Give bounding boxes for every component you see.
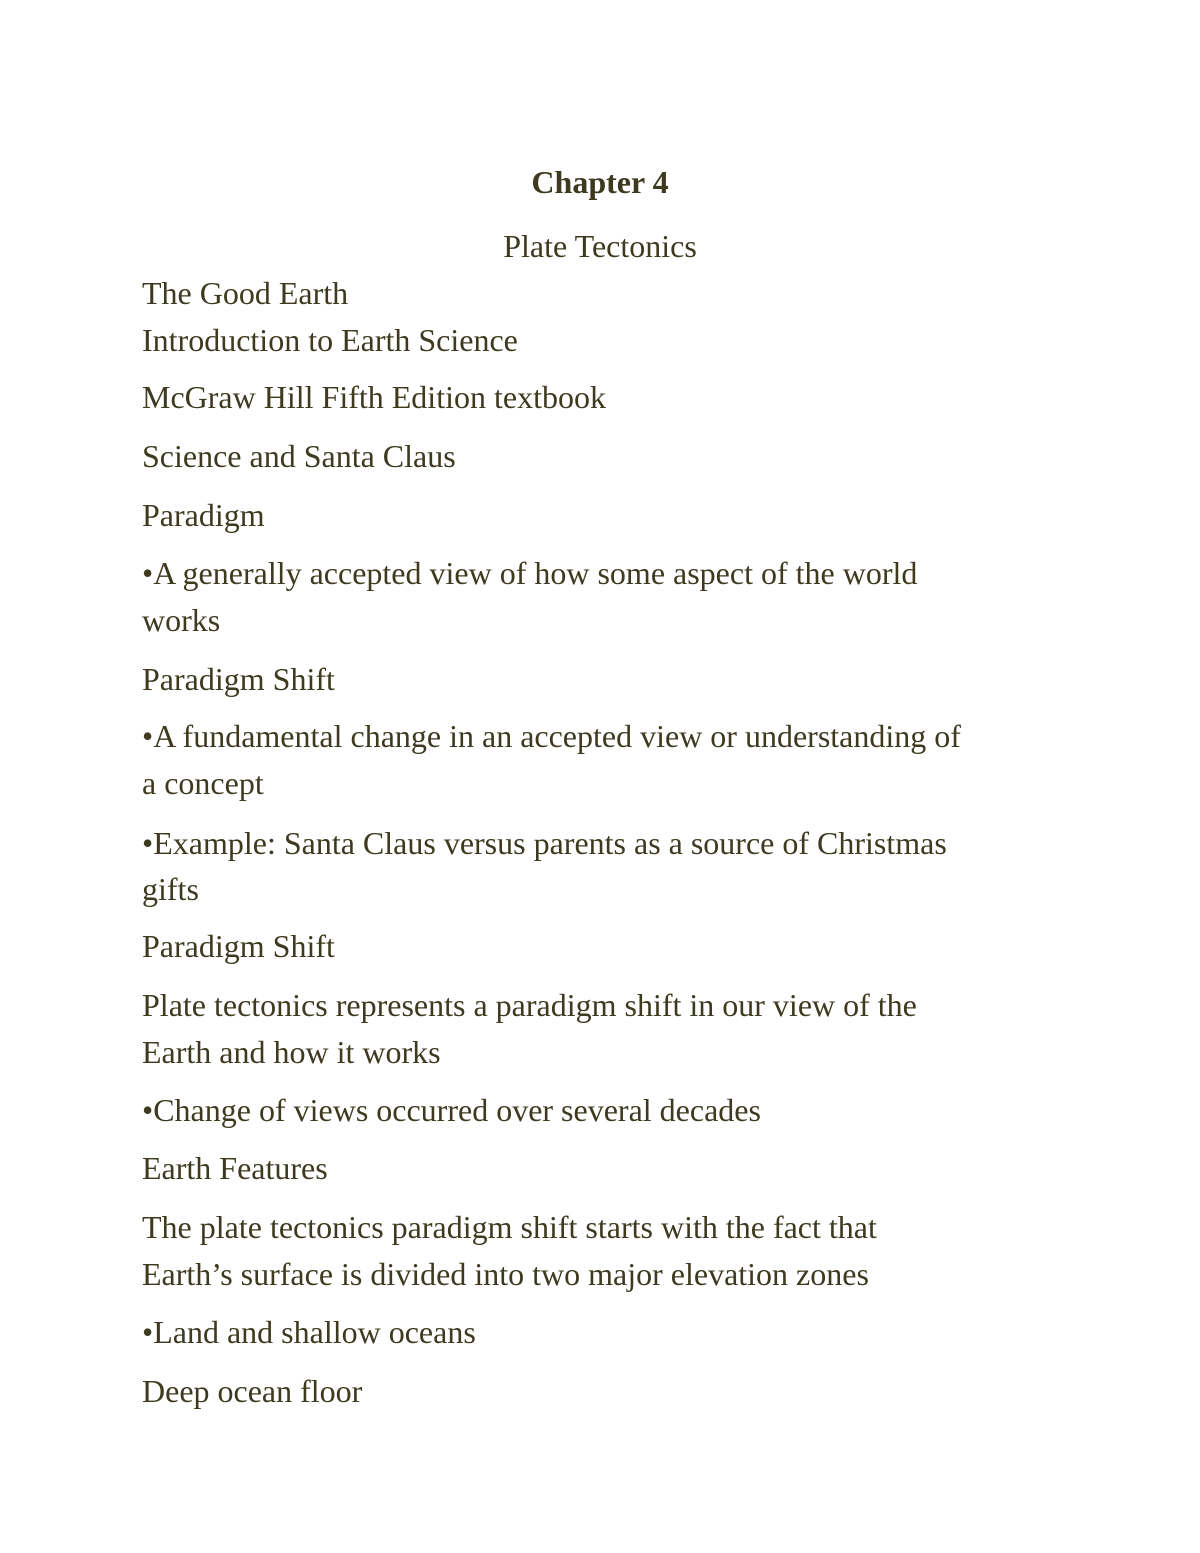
bullet-line: •Land and shallow oceans: [142, 1314, 476, 1350]
text-line: Introduction to Earth Science: [142, 322, 518, 358]
bullet-line: works: [142, 602, 221, 638]
text-line: Plate tectonics represents a paradigm shift in our view of the: [142, 987, 917, 1023]
bullet-line: gifts: [142, 871, 199, 907]
section-heading: Paradigm Shift: [142, 661, 335, 697]
text-line: Deep ocean floor: [142, 1373, 363, 1409]
text-line: Earth’s surface is divided into two major elevation zones: [142, 1256, 869, 1292]
text-line: The plate tectonics paradigm shift starts with the fact that: [142, 1209, 877, 1245]
chapter-title: Chapter 4: [531, 164, 669, 200]
bullet-line: •Change of views occurred over several decades: [142, 1092, 761, 1128]
section-heading: Earth Features: [142, 1150, 328, 1186]
text-line: McGraw Hill Fifth Edition textbook: [142, 379, 606, 415]
bullet-line: •A fundamental change in an accepted view or understanding of: [142, 718, 961, 754]
section-heading: Paradigm: [142, 497, 265, 533]
bullet-line: •Example: Santa Claus versus parents as a source of Christmas: [142, 825, 947, 861]
bullet-line: •A generally accepted view of how some aspect of the world: [142, 555, 918, 591]
chapter-subtitle: Plate Tectonics: [503, 228, 697, 264]
text-line: Earth and how it works: [142, 1034, 441, 1070]
text-line: The Good Earth: [142, 275, 349, 311]
section-heading: Paradigm Shift: [142, 928, 335, 964]
text-line: Science and Santa Claus: [142, 438, 456, 474]
bullet-line: a concept: [142, 765, 264, 801]
